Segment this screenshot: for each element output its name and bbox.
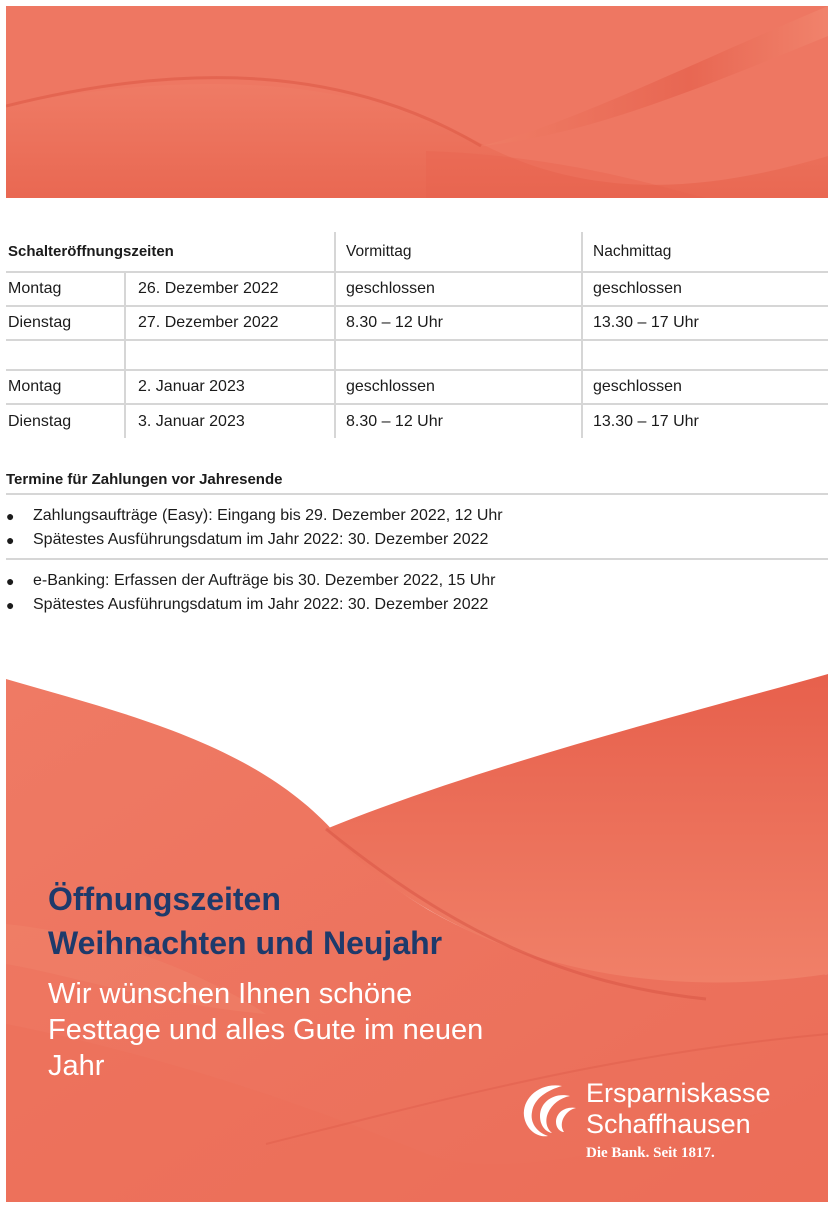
day-cell: Montag <box>8 280 62 297</box>
bullet-icon: ● <box>6 508 15 524</box>
swirl-logo-icon <box>518 1078 582 1142</box>
bullet-icon: ● <box>6 532 15 548</box>
table-spacer-row <box>6 340 828 370</box>
headline-line-2: Weihnachten und Neujahr <box>48 925 443 961</box>
logo-name-line-2: Schaffhausen <box>586 1109 751 1139</box>
morning-cell: geschlossen <box>335 370 582 404</box>
list-item <box>6 593 828 617</box>
list-item-text: e-Banking: Erfassen der Aufträge bis 30. Dezember 2022, 15 Uhr <box>33 572 496 589</box>
top-wave-banner <box>6 6 828 198</box>
date-cell: 27. Dezember 2022 <box>125 306 335 340</box>
greeting-text: Wir wünschen Ihnen schöne Festtage und alles Gute im neuen Jahr <box>48 978 484 1082</box>
date-cell: 2. Januar 2023 <box>125 370 335 404</box>
bullet-icon: ● <box>6 573 15 589</box>
column-header-morning: Vormittag <box>335 232 582 272</box>
payment-deadlines-section <box>6 467 828 623</box>
list-item <box>6 528 828 552</box>
afternoon-cell: geschlossen <box>593 378 682 395</box>
table-row <box>6 272 828 306</box>
top-wave-graphic <box>6 6 828 198</box>
headline-line-1: Öffnungszeiten <box>48 881 281 917</box>
payments-title: Termine für Zahlungen vor Jahresende <box>6 467 828 495</box>
logo-wordmark <box>586 1078 771 1140</box>
table-row <box>6 306 828 340</box>
list-item-text: Spätestes Ausführungsdatum im Jahr 2022: 30. Dezember 2022 <box>33 531 489 548</box>
morning-cell: 8.30 – 12 Uhr <box>335 306 582 340</box>
opening-hours-table <box>6 232 828 438</box>
payment-group <box>6 560 828 623</box>
table-row <box>6 404 828 438</box>
day-cell: Montag <box>8 378 62 395</box>
afternoon-cell: 13.30 – 17 Uhr <box>593 412 699 430</box>
morning-cell: 8.30 – 12 Uhr <box>335 404 582 438</box>
list-item <box>6 504 828 528</box>
day-cell: Dienstag <box>8 412 72 430</box>
list-item <box>6 569 828 593</box>
list-item-text: Zahlungsaufträge (Easy): Eingang bis 29. Dezember 2022, 12 Uhr <box>33 507 503 524</box>
bullet-icon: ● <box>6 597 15 613</box>
payment-group <box>6 495 828 560</box>
logo-name-line-1: Ersparniskasse <box>586 1078 771 1108</box>
date-cell: 26. Dezember 2022 <box>125 272 335 306</box>
afternoon-cell: 13.30 – 17 Uhr <box>593 314 699 331</box>
list-item-text: Spätestes Ausführungsdatum im Jahr 2022: 30. Dezember 2022 <box>33 596 489 613</box>
column-header-afternoon: Nachmittag <box>593 242 672 260</box>
date-cell: 3. Januar 2023 <box>125 404 335 438</box>
logo-tagline: Die Bank. Seit 1817. <box>586 1145 715 1161</box>
table-title: Schalteröffnungszeiten <box>6 232 335 272</box>
page-headline <box>48 877 442 965</box>
table-row <box>6 370 828 404</box>
morning-cell: geschlossen <box>335 272 582 306</box>
bank-logo <box>518 1078 808 1173</box>
afternoon-cell: geschlossen <box>593 280 682 297</box>
day-cell: Dienstag <box>8 314 72 331</box>
table-header-row <box>6 232 828 272</box>
